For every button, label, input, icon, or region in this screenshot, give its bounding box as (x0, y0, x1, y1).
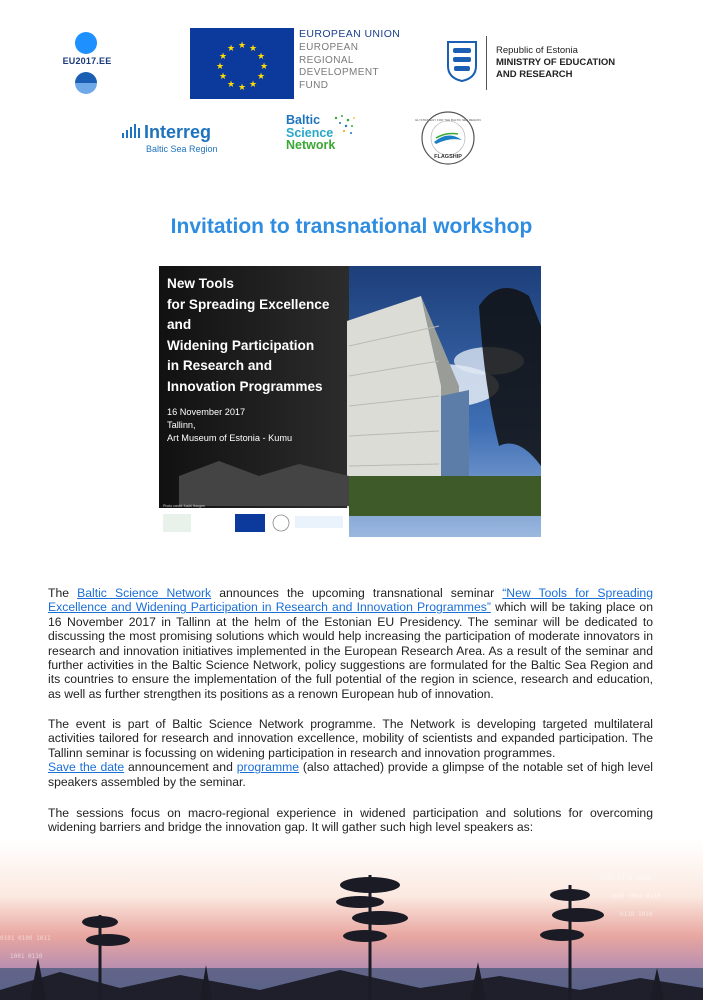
svg-text:★: ★ (237, 83, 247, 93)
interreg-name: Interreg (144, 122, 212, 142)
bsn-line: Science (286, 125, 334, 140)
svg-text:★: ★ (218, 72, 228, 82)
p1-text: announces the upcoming transnational seminar (211, 586, 503, 600)
p2-text: (also attached) provide a glimpse of the notable set of high level speakers assembled by the seminar. (48, 760, 653, 789)
hero-date: 16 November 2017 (167, 407, 246, 417)
eu2017-label: EU2017.EE (62, 56, 112, 66)
hero-city: Tallinn, (167, 419, 196, 430)
hero-banner (159, 266, 541, 537)
interreg-bars-icon (122, 124, 142, 138)
svg-text:★: ★ (237, 41, 247, 51)
svg-text:0101 0110 0100: 0101 0110 0100 (600, 875, 651, 882)
save-the-date-link[interactable]: Save the date (48, 760, 125, 775)
svg-text:★: ★ (248, 80, 258, 90)
eu2017-logo (58, 32, 116, 94)
eu-fund-text (299, 28, 409, 92)
interreg-sub: Baltic Sea Region (146, 144, 218, 154)
p2-text: The event is part of Baltic Science Network programme. The Network is developing targeted multilateral activities tailored for research and innovation excellence, mobility of scientists and expanded participation. The Tallinn seminar is focussing on widening participation in research and innovation programmes. (48, 717, 653, 760)
hero-line: Widening Participation (167, 337, 315, 353)
svg-text:★: ★ (259, 62, 269, 72)
bsn-dots-icon (332, 114, 356, 136)
estonia-line2: MINISTRY OF EDUCATION (496, 57, 616, 68)
footer-landscape (0, 840, 703, 1000)
svg-text:★: ★ (226, 44, 236, 54)
eu-line: REGIONAL (299, 54, 354, 66)
hero-venue: Art Museum of Estonia - Kumu (167, 432, 293, 443)
estonia-line1: Republic of Estonia (496, 45, 578, 56)
p2-text: announcement and (124, 760, 237, 775)
svg-text:★: ★ (256, 52, 266, 62)
flagship-ring-text: EU STRATEGY FOR THE BALTIC SEA REGION (415, 118, 481, 122)
baltic-science-network-logo (286, 114, 356, 166)
programme-link[interactable]: programme (236, 760, 300, 775)
eu-line: EUROPEAN (299, 42, 359, 54)
p1-text: The (48, 586, 78, 600)
hero-logo-strip (159, 508, 349, 537)
estonia-divider (486, 36, 487, 90)
hero-line: New Tools (167, 276, 234, 291)
seminar-title-link[interactable]: “New Tools for Spreading Excellence and Widening Participation in Research and Innovation Programmes” (48, 586, 653, 615)
hero-line: Innovation Programmes (167, 378, 323, 394)
eu-head: EUROPEAN UNION (299, 28, 401, 40)
hero-title (167, 274, 357, 398)
eu2017-top-dot (75, 32, 97, 54)
page-title: Invitation to transnational workshop (170, 215, 533, 238)
event-paragraph (48, 717, 653, 789)
estonia-coat-of-arms-icon (446, 40, 478, 82)
svg-text:0101 0100 1011: 0101 0100 1011 (0, 935, 51, 942)
eu-line: FUND (299, 79, 329, 91)
photo-credit: Photo credit: Kadri Haugen (163, 504, 206, 508)
svg-text:1001 0110: 1001 0110 (10, 953, 43, 960)
hero-line: and (167, 317, 192, 333)
baltic-science-network-link[interactable]: Baltic Science Network (77, 586, 212, 600)
svg-text:★: ★ (256, 72, 266, 82)
hero-line: in Research and (167, 358, 273, 374)
estonia-line3: AND RESEARCH (496, 69, 573, 80)
svg-text:★: ★ (218, 52, 228, 62)
flagship-label: FLAGSHIP (434, 154, 462, 160)
svg-text:★: ★ (226, 80, 236, 90)
bsn-line: Network (286, 138, 336, 152)
estonia-ministry-text (496, 45, 615, 81)
sessions-paragraph: The sessions focus on macro-regional experience in widened participation and solutions for overcoming widening barriers and bridge the innovation gap. It will gather such high level speakers as: (48, 806, 653, 835)
svg-text:★: ★ (248, 44, 258, 54)
svg-text:0110 1010: 0110 1010 (620, 911, 653, 918)
bsn-line: Baltic (286, 113, 321, 127)
p1-text: which will be taking place on 16 November 2017 in Tallinn at the helm of the Estonian EU Presidency. The seminar will be dedicated to discussing the most promising solutions which would help increasing the participation of moderate innovators in research and innovation initiatives implemented in the European Research Area. As a result of the seminar and further activities in the Baltic Science Network, policy suggestions are formulated for the Baltic Sea Region and its countries to ensure the implementation of the full potential of the region in science, research and education, as well as further strengthen its positions as a renown European hub of innovation. (48, 600, 653, 701)
eu-line: DEVELOPMENT (299, 67, 379, 79)
eu2017-bottom-dot (75, 72, 97, 94)
svg-text:1010 1001 0110: 1010 1001 0110 (610, 893, 661, 900)
eu-flag-icon (190, 28, 294, 99)
hero-meta (167, 406, 292, 444)
hero-line: for Spreading Excellence (167, 296, 330, 312)
interreg-logo (122, 122, 232, 158)
flagship-badge-icon (415, 110, 481, 166)
svg-text:★: ★ (215, 62, 225, 72)
intro-paragraph (48, 586, 653, 701)
